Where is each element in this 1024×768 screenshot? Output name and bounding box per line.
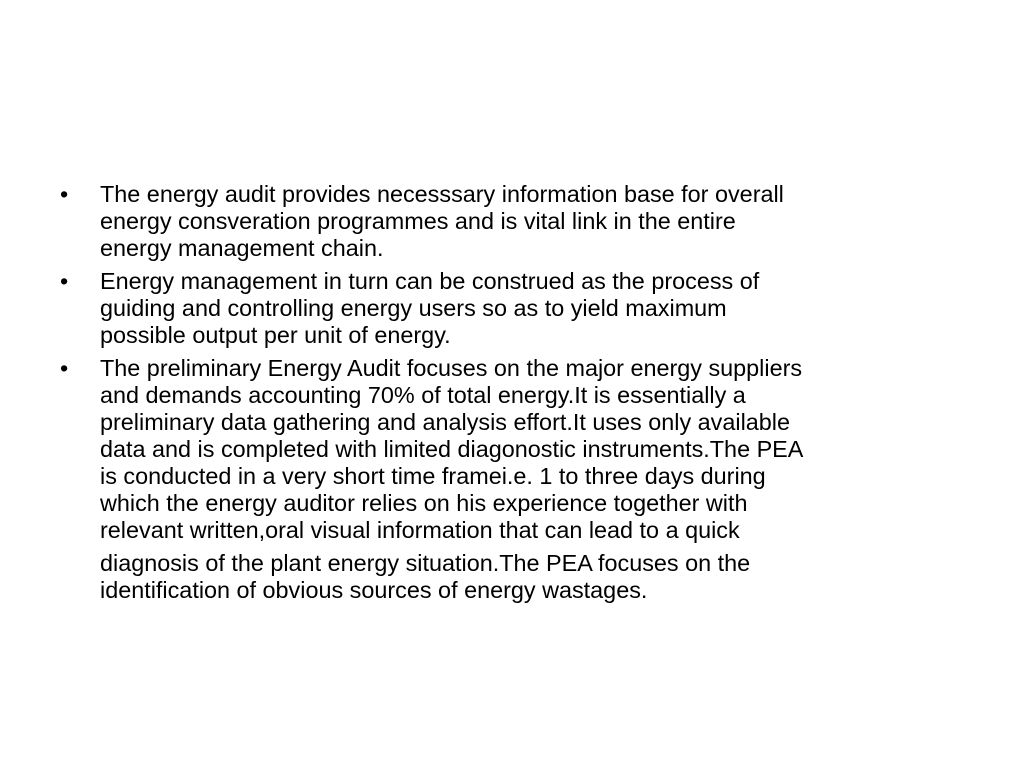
bullet-text: [100, 181, 965, 262]
text-line: The preliminary Energy Audit focuses on the major energy suppliers: [100, 355, 803, 381]
text-line: is conducted in a very short time framei.e. 1 to three days during: [100, 463, 766, 489]
text-line: Energy management in turn can be construed as the process of: [100, 268, 760, 294]
bullet-icon: •: [60, 268, 69, 294]
bullet-text: [100, 355, 965, 604]
bullet-text: [100, 268, 965, 349]
text-line: energy management chain.: [100, 235, 384, 261]
text-line: identification of obvious sources of energy wastages.: [100, 577, 648, 603]
text-line: which the energy auditor relies on his experience together with: [100, 490, 748, 516]
text-line: diagnosis of the plant energy situation.The PEA focuses on the: [100, 550, 751, 576]
text-line: and demands accounting 70% of total energy.It is essentially a: [100, 382, 746, 408]
text-line: The energy audit provides necesssary information base for overall: [100, 181, 784, 207]
text-line: guiding and controlling energy users so as to yield maximum: [100, 295, 727, 321]
bullet-item-3: [60, 355, 965, 604]
text-line: preliminary data gathering and analysis effort.It uses only available: [100, 409, 790, 435]
bullet-item-1: [60, 181, 965, 262]
bullet-item-2: [60, 268, 965, 349]
bullet-list: [60, 181, 965, 610]
bullet-icon: •: [60, 355, 69, 381]
text-line: relevant written,oral visual information that can lead to a quick: [100, 517, 740, 543]
text-line: data and is completed with limited diagonostic instruments.The PEA: [100, 436, 804, 462]
text-line: possible output per unit of energy.: [100, 322, 451, 348]
text-line: energy consveration programmes and is vital link in the entire: [100, 208, 736, 234]
bullet-icon: •: [60, 181, 69, 207]
